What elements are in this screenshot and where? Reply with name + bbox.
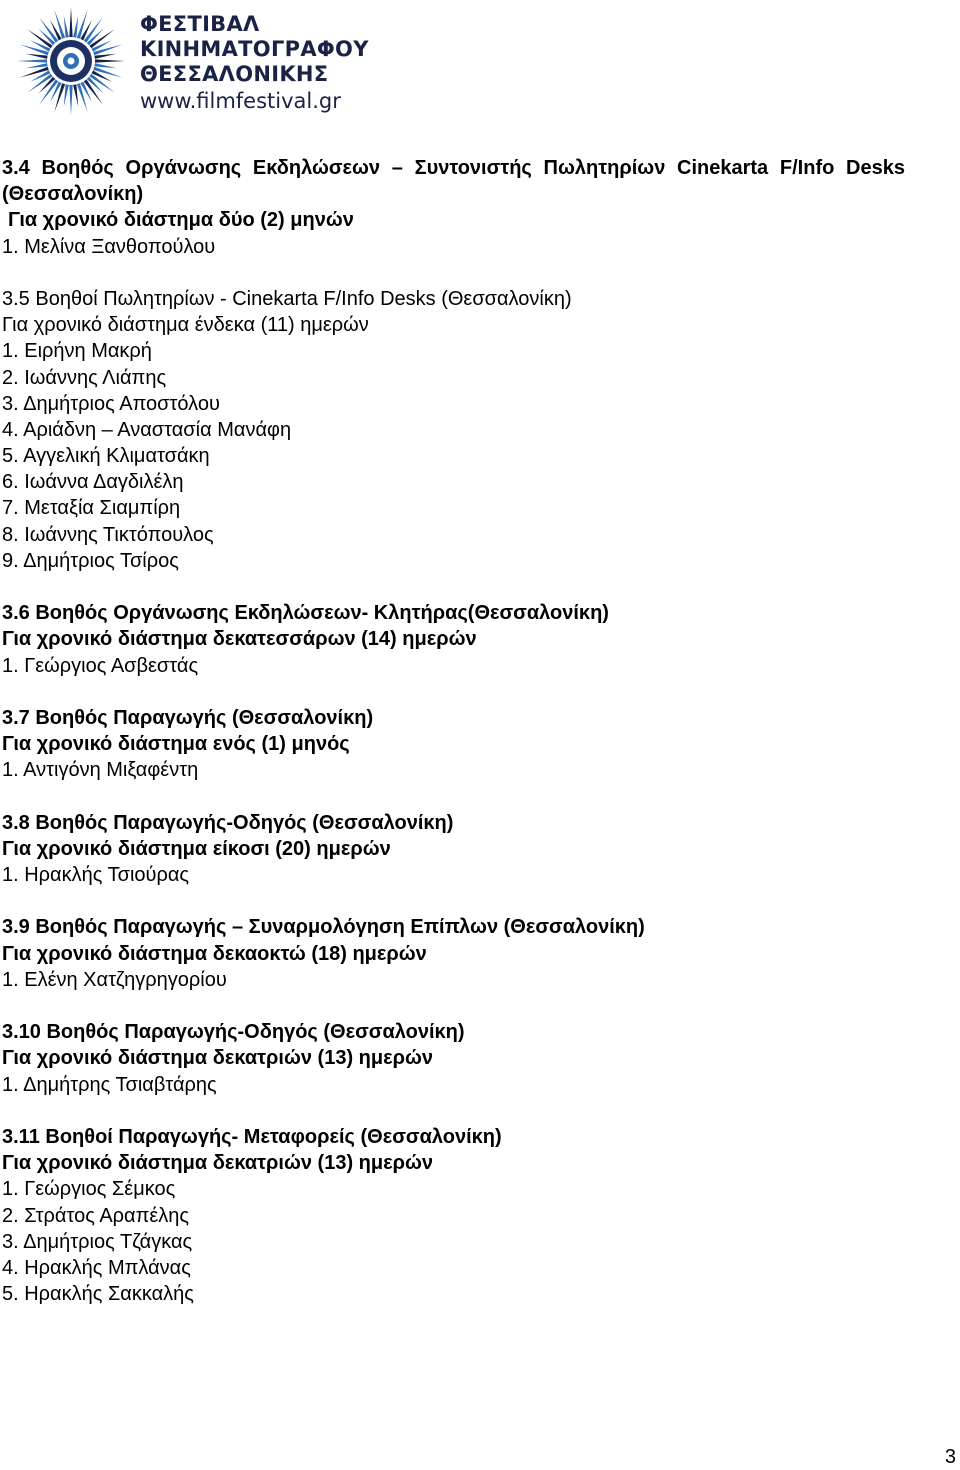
section-duration: Για χρονικό διάστημα δεκατεσσάρων (14) ημερών [2,628,477,651]
section-heading-3-5: 3.5 Βοηθοί Πωλητηρίων - Cinekarta F/Info Desks (Θεσσαλονίκη) [2,287,572,310]
section-heading-3-10: 3.10 Βοηθός Παραγωγής-Οδηγός (Θεσσαλονίκη) [2,1021,465,1044]
festival-name-line-2: ΚΙΝΗΜΑΤΟΓΡΑΦΟΥ [140,37,369,61]
list-item: 1. Γεώργιος Σέμκος [2,1178,176,1201]
film-festival-sun-logo-icon [8,4,134,116]
festival-name-line-3: ΘΕΣΣΑΛΟΝΙΚΗΣ [140,62,329,86]
section-heading-3-7: 3.7 Βοηθός Παραγωγής (Θεσσαλονίκη) [2,706,374,729]
festival-name [140,12,370,116]
heading-word: Εκδηλώσεων [252,157,381,179]
list-item: 1. Δημήτρης Τσιαβτάρης [2,1073,217,1096]
list-item: 1. Ελένη Χατζηγρηγορίου [2,968,227,991]
section-heading-3-11: 3.11 Βοηθοί Παραγωγής- Μεταφορείς (Θεσσαλονίκη) [2,1125,502,1148]
list-item: 6. Ιωάννα Δαγδιλέλη [2,471,184,494]
section-gap [2,260,947,286]
heading-word: Βοηθός [41,157,114,179]
heading-word: 3.4 [2,157,30,179]
list-item: 1. Αντιγόνη Μιξαφέντη [2,759,199,782]
section-heading-3-6: 3.6 Βοηθός Οργάνωσης Εκδηλώσεων- Κλητήρας(Θεσσαλονίκη) [2,602,609,625]
section-duration: Για χρονικό διάστημα δεκατριών (13) ημερών [2,1047,434,1070]
heading-word: Συντονιστής [414,157,532,179]
list-item: 2. Στράτος Αραπέλης [2,1204,190,1227]
heading-word: Οργάνωσης [125,157,242,179]
heading-word: Cinekarta [677,157,769,179]
page-header [8,4,368,116]
section-duration: Για χρονικό διάστημα δύο (2) μηνών [8,209,354,232]
page-number: 3 [944,1446,956,1468]
list-item: 9. Δημήτριος Τσίρος [2,549,179,572]
list-item: 3. Δημήτριος Αποστόλου [2,392,220,415]
list-item: 3. Δημήτριος Τζάγκας [2,1230,193,1253]
section-gap [2,574,947,600]
heading-word: F/Info [779,157,835,179]
list-item: 5. Ηρακλής Σακκαλής [2,1283,194,1306]
section-duration: Για χρονικό διάστημα ένδεκα (11) ημερών [2,314,369,337]
section-duration: Για χρονικό διάστημα δεκαοκτώ (18) ημερών [2,942,427,965]
section-heading-3-8: 3.8 Βοηθός Παραγωγής-Οδηγός (Θεσσαλονίκη) [2,811,454,834]
list-item: 5. Αγγελική Κλιματσάκη [2,445,210,468]
list-item: 4. Αριάδνη – Αναστασία Μανάφη [2,418,292,441]
section-gap [2,1098,947,1124]
heading-word: Desks [846,157,905,179]
section-heading-continued: (Θεσσαλονίκη) [2,183,144,206]
section-gap [2,679,947,705]
section-duration: Για χρονικό διάστημα δεκατριών (13) ημερών [2,1152,434,1175]
document-body [2,155,947,1307]
section-duration: Για χρονικό διάστημα ενός (1) μηνός [2,733,350,756]
section-duration: Για χρονικό διάστημα είκοσι (20) ημερών [2,837,391,860]
festival-name-line-1: ΦΕΣΤΙΒΑΛ [140,12,260,36]
list-item: 7. Μεταξία Σιαμπίρη [2,497,181,520]
heading-word: Πωλητηρίων [543,157,666,179]
list-item: 4. Ηρακλής Μπλάνας [2,1256,191,1279]
list-item: 2. Ιωάννης Λιάπης [2,366,167,389]
section-gap [2,993,947,1019]
section-heading-3-4 [2,155,905,181]
heading-word: – [391,157,403,179]
list-item: 1. Μελίνα Ξανθοπούλου [2,235,216,258]
list-item: 1. Ειρήνη Μακρή [2,340,152,363]
section-gap [2,888,947,914]
section-gap [2,784,947,810]
festival-url: www.filmfestival.gr [140,89,341,113]
list-item: 8. Ιωάννης Τικτόπουλος [2,523,214,546]
list-item: 1. Γεώργιος Ασβεστάς [2,654,199,677]
section-heading-3-9: 3.9 Βοηθός Παραγωγής – Συναρμολόγηση Επίπλων (Θεσσαλονίκη) [2,916,645,939]
list-item: 1. Ηρακλής Τσιούρας [2,864,190,887]
